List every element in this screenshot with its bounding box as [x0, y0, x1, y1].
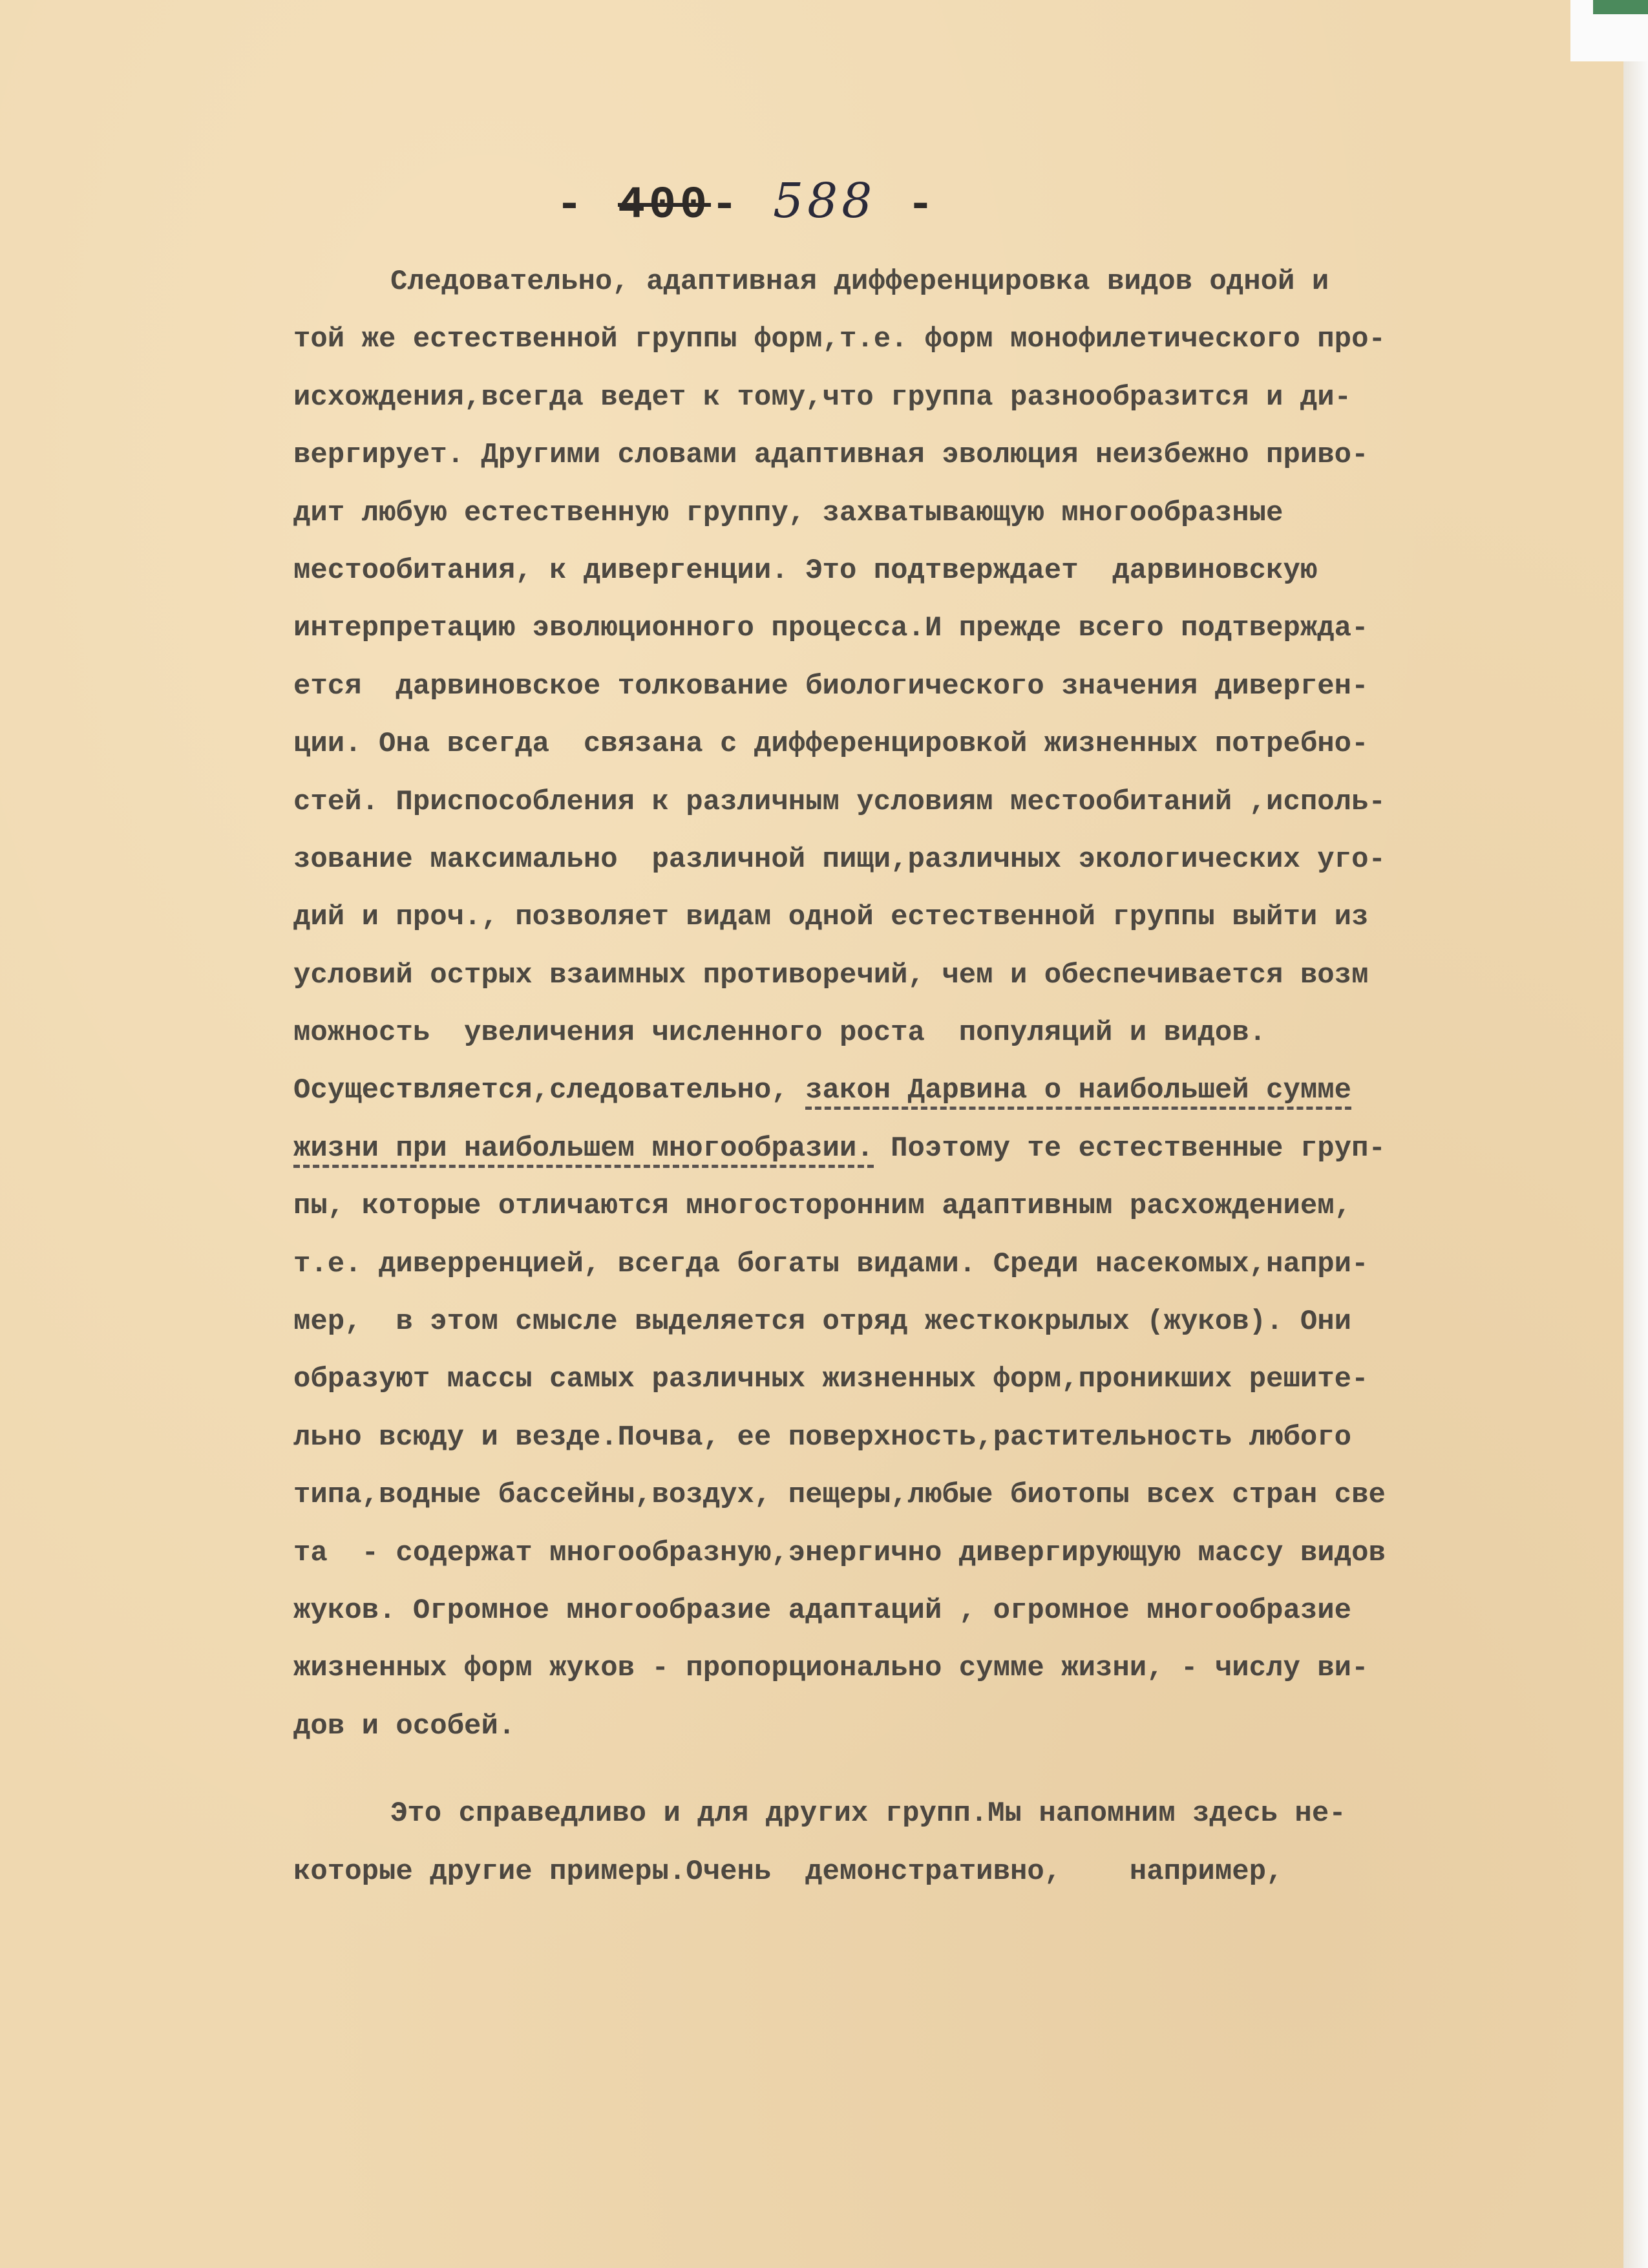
law-underlined-text: закон Дарвина о наибольшей сумме [805, 1074, 1351, 1110]
text-line: можность увеличения численного роста популяций и видов. [293, 1017, 1267, 1050]
law-underlined-continuation: жизни при наибольшем многообразии. [293, 1132, 874, 1168]
scan-color-strip [1593, 0, 1648, 14]
text-line: вергирует. Другими словами адаптивная эволюция неизбежно приво- [293, 439, 1369, 472]
scan-margin-right [1623, 0, 1648, 2268]
text-line: дий и проч., позволяет видам одной естественной группы выйти из [293, 901, 1369, 934]
page-number [556, 173, 938, 231]
text-line: зование максимально различной пищи,различных экологических уго- [293, 843, 1386, 876]
typed-text-body [293, 253, 1573, 1901]
text-line: дов и особей. [293, 1710, 516, 1743]
page-number-suffix: - [876, 180, 938, 231]
page-number-prefix: - [556, 180, 618, 231]
text-line: т.е. диверренцией, всегда богаты видами. Среди насекомых,напри- [293, 1247, 1369, 1280]
text-line: ции. Она всегда связана с дифференцировкой жизненных потребно- [293, 728, 1369, 761]
page-number-handwritten: 588 [773, 173, 876, 229]
text-line: той же естественной группы форм,т.е. форм монофилетического про- [293, 323, 1386, 356]
law-continuation-rest: Поэтому те естественные груп- [873, 1132, 1386, 1165]
page-number-struck: 400 [618, 180, 712, 231]
text-line: та - содержат многообразную,энергично дивергирующую массу видов [293, 1536, 1386, 1569]
text-line: интерпретацию эволюционного процесса.И прежде всего подтвержда- [293, 612, 1369, 645]
text-line: льно всюду и везде.Почва, ее поверхность,растительность любого [293, 1421, 1352, 1454]
text-line: дит любую естественную группу, захватывающую многообразные [293, 496, 1284, 529]
text-line: местообитания, к дивергенции. Это подтверждает дарвиновскую [293, 554, 1318, 587]
text-line: мер, в этом смысле выделяется отряд жесткокрылых (жуков). Они [293, 1306, 1352, 1339]
text-line: ется дарвиновское толкование биологического значения диверген- [293, 670, 1369, 703]
text-line: Следовательно, адаптивная дифференцировка видов одной и [390, 266, 1329, 298]
text-line-law [293, 1062, 1573, 1119]
text-line: пы, которые отличаются многосторонним адаптивным расхождением, [293, 1190, 1352, 1223]
text-line-law-continuation [293, 1120, 1573, 1178]
text-line: образуют массы самых различных жизненных форм,проникших решите- [293, 1363, 1369, 1396]
text-line: условий острых взаимных противоречий, чем и обеспечивается возм [293, 959, 1369, 991]
text-line: типа,водные бассейны,воздух, пещеры,любые биотопы всех стран све [293, 1479, 1386, 1512]
page-number-separator: - [711, 180, 774, 231]
text-line: исхождения,всегда ведет к тому,что группа разнообразится и ди- [293, 381, 1352, 414]
text-line: которые другие примеры.Очень демонстративно, например, [293, 1855, 1284, 1888]
text-line: жуков. Огромное многообразие адаптаций , огромное многообразие [293, 1594, 1352, 1627]
text-line: Это справедливо и для других групп.Мы напомним здесь не- [390, 1797, 1346, 1830]
text-line: жизненных форм жуков - пропорционально сумме жизни, - числу ви- [293, 1652, 1369, 1685]
law-line-prefix: Осуществляется,следовательно, [293, 1074, 806, 1107]
text-line: стей. Приспособления к различным условиям местообитаний ,исполь- [293, 785, 1386, 818]
